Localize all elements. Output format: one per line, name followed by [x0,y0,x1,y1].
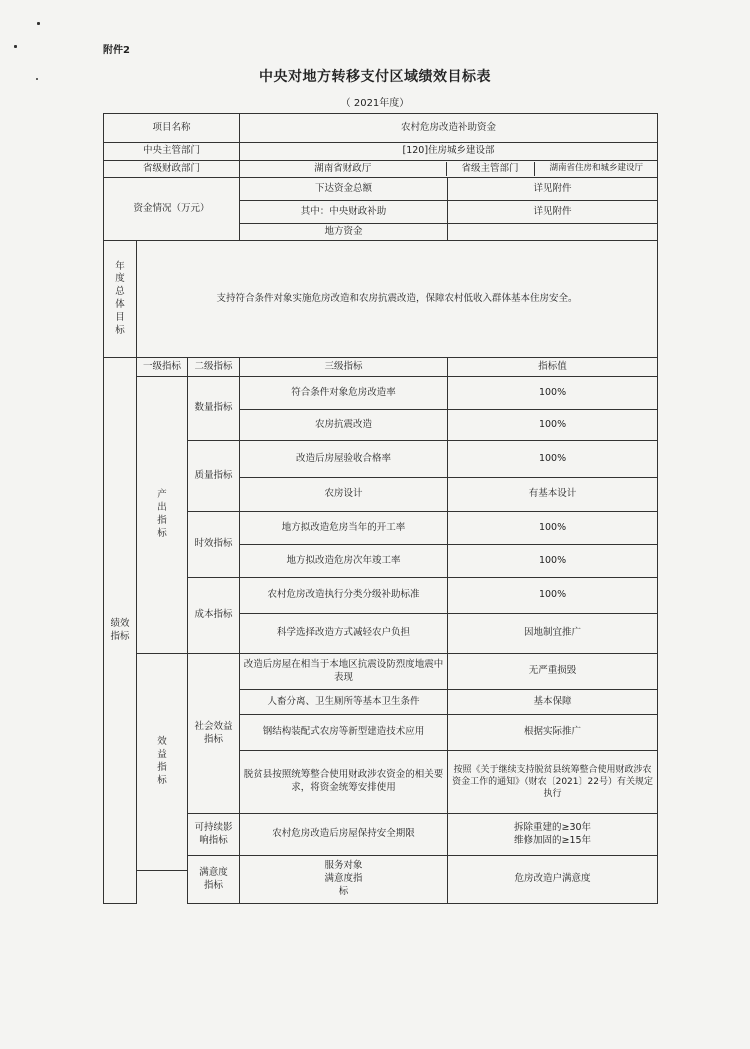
indicator-name: 脱贫县按照统筹整合使用财政涉农资金的相关要求，将资金统筹安排使用 [240,751,448,814]
indicator-value: 100% [448,512,658,545]
central-dept-value: [120]住房城乡建设部 [240,143,658,161]
quality-label: 质量指标 [188,441,240,512]
table-row [104,358,658,377]
output-label [137,377,188,654]
table-row [104,856,658,871]
table-row [104,578,658,614]
indicator-name: 农村危房改造执行分类分级补助标准 [240,578,448,614]
prov-finance-value: 湖南省财政厅 [240,162,446,177]
indicator-name: 钢结构装配式农房等新型建造技术应用 [240,715,448,751]
indicator-value: 100% [448,410,658,441]
table-row [104,654,658,690]
indicator-name: 改造后房屋验收合格率 [240,441,448,478]
table-row [104,114,658,143]
fund-central-value: 详见附件 [448,201,658,224]
indicator-value: 按照《关于继续支持脱贫县统筹整合使用财政涉农资金工作的通知》（财农〔2021〕22号）有关规定执行 [448,751,658,814]
table-row [104,512,658,545]
indicator-name: 人畜分离、卫生厕所等基本卫生条件 [240,690,448,715]
indicator-value: 100% [448,377,658,410]
indicator-value: 无严重损毁 [448,654,658,690]
col-level3: 三级指标 [240,358,448,377]
prov-dept-value: 湖南省住房和城乡建设厅 [549,163,644,174]
indicator-value: 维修加固的≥15年 [513,834,592,846]
attachment-label: 附件2 [103,45,130,56]
effect-label-text: 效益指标 [157,736,167,786]
central-dept-label: 中央主管部门 [104,143,240,161]
cost-label: 成本指标 [188,578,240,654]
indicator-name: 农房设计 [240,478,448,512]
timeliness-label: 时效指标 [188,512,240,578]
satisfaction-label [188,856,240,904]
project-value: 农村危房改造补助资金 [240,114,658,143]
social-label [188,654,240,814]
table-row [104,377,658,410]
fund-total-label: 下达资金总额 [240,178,448,201]
fund-local-label: 地方资金 [240,224,448,241]
table-row [104,143,658,161]
goal-label [104,241,137,358]
indicator-value: 拆除重建的≥30年 [513,821,592,833]
table-row [104,178,658,201]
indicator-value: 100% [448,441,658,478]
page-title: 中央对地方转移支付区域绩效目标表 [259,69,491,85]
fund-label: 资金情况（万元） [104,178,240,241]
indicator-name: 农房抗震改造 [240,410,448,441]
indicator-value: 因地制宜推广 [448,614,658,654]
effect-label [137,654,188,871]
table-row [104,814,658,856]
indicator-group-text: 绩效指标 [110,617,130,642]
indicator-name: 地方拟改造危房次年竣工率 [240,545,448,578]
sustainable-label-text: 可持续影响指标 [194,821,233,846]
year-label: （ 2021年度） [340,98,410,109]
indicator-value: 100% [448,578,658,614]
fund-local-value [448,224,658,241]
indicator-name: 符合条件对象危房改造率 [240,377,448,410]
table-row [104,161,658,178]
project-label: 项目名称 [104,114,240,143]
indicator-name: 改造后房屋在相当于本地区抗震设防烈度地震中表现 [240,654,448,690]
goal-text: 支持符合条件对象实施危房改造和农房抗震改造，保障农村低收入群体基本住房安全。 [137,241,658,358]
quantity-label: 数量指标 [188,377,240,441]
table-row [104,241,658,358]
indicator-value: 基本保障 [448,690,658,715]
scan-speck [14,45,17,48]
satisfaction-label-text: 满意度指标 [199,866,228,891]
service-label [240,856,448,904]
indicator-name: 地方拟改造危房当年的开工率 [240,512,448,545]
indicator-value: 根据实际推广 [448,715,658,751]
fund-total-value: 详见附件 [448,178,658,201]
indicator-name: 农村危房改造后房屋保持安全期限 [240,814,448,856]
performance-table [103,113,658,904]
output-label-text: 产出指标 [157,489,167,539]
prov-finance-label: 省级财政部门 [104,161,240,178]
indicator-value-multi [448,814,658,856]
indicator-value: 有基本设计 [448,478,658,512]
social-label-text: 社会效益指标 [194,720,233,745]
service-label-text: 服务对象满意度指标 [324,860,363,897]
col-level2: 二级指标 [188,358,240,377]
prov-dept-label: 省级主管部门 [446,162,534,177]
indicator-group-label [104,358,137,904]
indicator-name: 危房改造户满意度 [448,856,658,904]
col-value: 指标值 [448,358,658,377]
scan-speck [37,22,40,25]
goal-label-text: 年度总体目标 [115,260,125,336]
col-level1: 一级指标 [137,358,188,377]
fund-central-label: 其中：中央财政补助 [240,201,448,224]
table-row [104,441,658,478]
indicator-value: 100% [448,545,658,578]
indicator-name: 科学选择改造方式减轻农户负担 [240,614,448,654]
sustainable-label [188,814,240,856]
